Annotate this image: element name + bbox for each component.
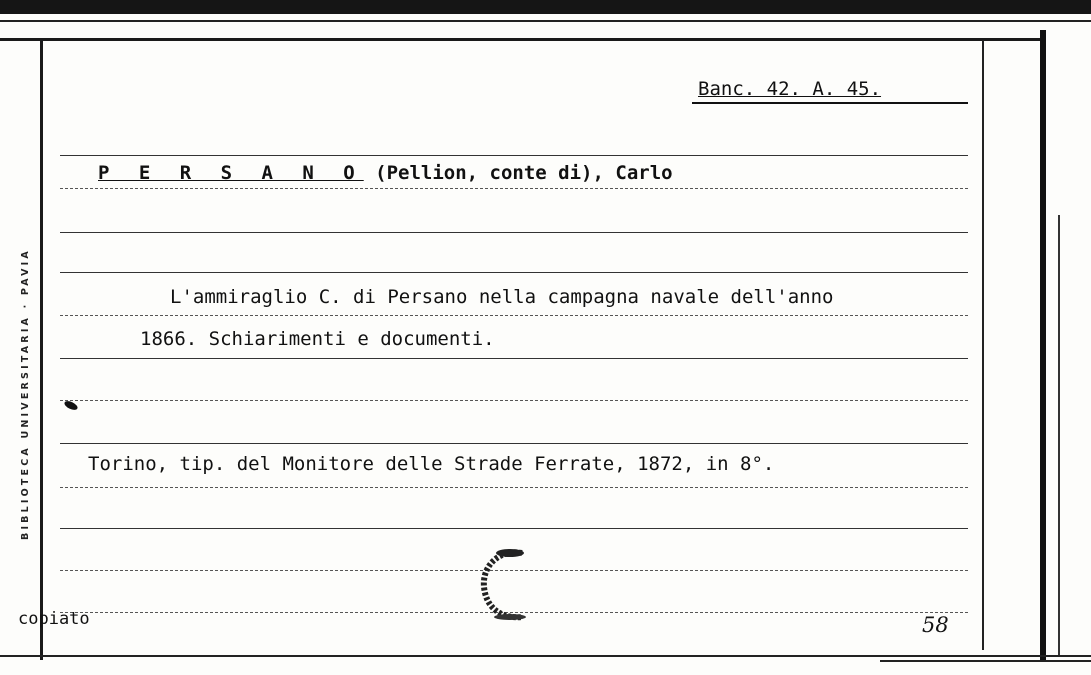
card-top-border — [0, 38, 1040, 41]
ruled-line — [60, 528, 968, 529]
card-bottom-border — [0, 655, 1091, 657]
imprint-line: Torino, tip. del Monitore delle Strade Ferrate, 1872, in 8°. — [88, 453, 775, 475]
ink-mark — [63, 399, 79, 411]
scan-top-border — [0, 0, 1091, 14]
library-stamp: BIBLIOTECA UNIVERSITARIA · PAVIA — [20, 248, 31, 540]
title-line-1: L'ammiraglio C. di Persano nella campagna navale dell'anno — [170, 286, 834, 308]
author-surname: P E R S A N O — [98, 162, 364, 184]
scan-edge-line-right — [1058, 215, 1060, 655]
ruled-line — [60, 443, 968, 444]
ruled-line — [60, 155, 968, 156]
ruled-line — [60, 188, 968, 189]
scan-edge-line — [0, 20, 1091, 22]
ruled-line — [60, 400, 968, 401]
ruled-line — [60, 358, 968, 359]
shelfmark-underline — [692, 102, 968, 104]
ruled-line — [60, 487, 968, 488]
scan-edge-line-bottom — [880, 660, 1091, 662]
ruled-line — [60, 315, 968, 316]
shelfmark: Banc. 42. A. 45. — [698, 78, 882, 100]
title-line-2: 1866. Schiarimenti e documenti. — [140, 328, 495, 350]
ruled-line — [60, 232, 968, 233]
card-left-margin-line — [40, 40, 43, 660]
punch-hole-mark — [470, 545, 540, 625]
card-right-border — [1040, 30, 1046, 660]
handwritten-number: 58 — [922, 613, 949, 637]
card-right-margin-line — [982, 40, 984, 650]
ruled-line — [60, 272, 968, 273]
author-given-names: (Pellion, conte di), Carlo — [363, 162, 673, 184]
handwritten-note: copiato — [18, 609, 90, 629]
author-heading — [98, 162, 673, 184]
